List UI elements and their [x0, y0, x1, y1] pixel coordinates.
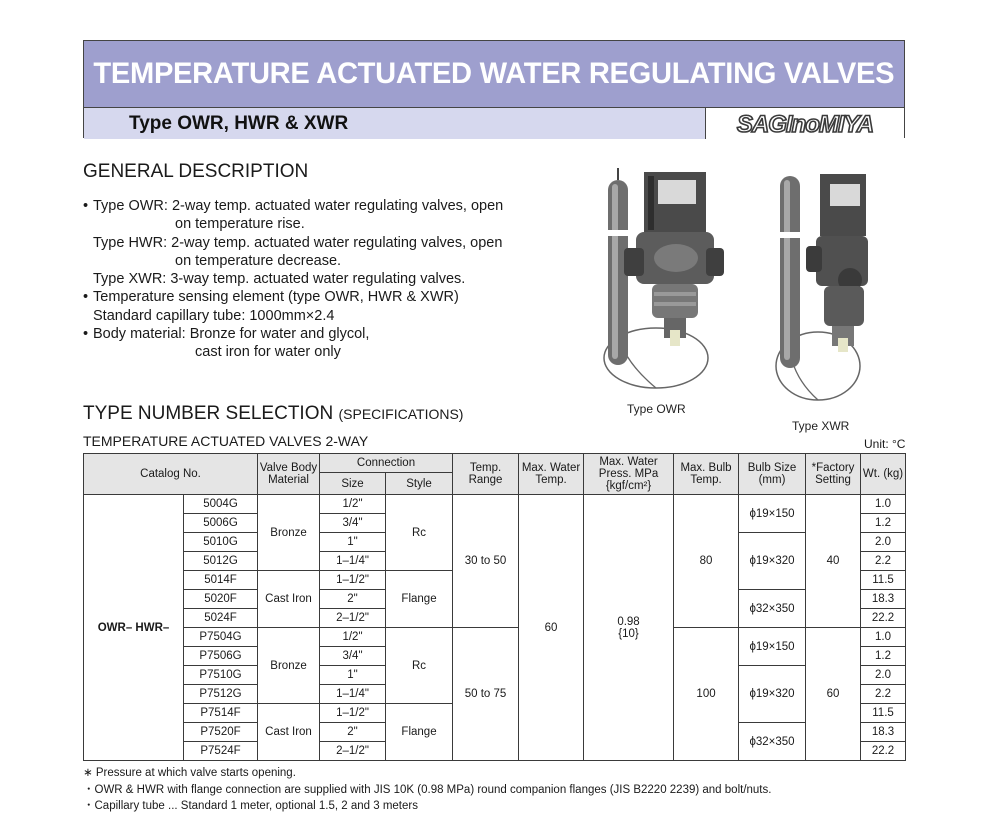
- catalog-no: P7520F: [184, 723, 258, 742]
- bulb-size: ϕ19×320: [739, 666, 806, 723]
- material-cast-iron: Cast Iron: [258, 571, 320, 628]
- temp-range: 30 to 50: [453, 495, 519, 628]
- footnote: ・OWR & HWR with flange connection are supplied with JIS 10K (0.98 MPa) round companion flanges (JIS B2220 2239) and bolt/nuts.: [83, 783, 772, 796]
- header-size: Size: [320, 473, 386, 495]
- desc-line: Standard capillary tube: 1000mm×2.4: [93, 307, 335, 324]
- weight: 2.0: [861, 666, 906, 685]
- temp-range: 50 to 75: [453, 628, 519, 761]
- material-cast-iron: Cast Iron: [258, 704, 320, 761]
- catalog-no: P7512G: [184, 685, 258, 704]
- general-heading: GENERAL DESCRIPTION: [83, 161, 309, 182]
- size-cell: 2": [320, 590, 386, 609]
- weight: 18.3: [861, 723, 906, 742]
- header-max-water-temp: Max. Water Temp.: [519, 454, 584, 495]
- desc-line: on temperature decrease.: [175, 252, 342, 269]
- brand-logo: [705, 108, 904, 139]
- catalog-no: P7504G: [184, 628, 258, 647]
- catalog-no: 5014F: [184, 571, 258, 590]
- header-bulb-size: Bulb Size (mm): [739, 454, 806, 495]
- press-kgf: {10}: [618, 627, 639, 640]
- catalog-no: P7510G: [184, 666, 258, 685]
- style-flange: Flange: [386, 571, 453, 628]
- material-bronze: Bronze: [258, 495, 320, 571]
- owr-valve-photo: [596, 160, 726, 410]
- weight: 1.0: [861, 628, 906, 647]
- spec-table: [83, 453, 906, 761]
- catalog-no: P7524F: [184, 742, 258, 761]
- factory-setting: 60: [806, 628, 861, 761]
- size-cell: 2": [320, 723, 386, 742]
- weight: 22.2: [861, 742, 906, 761]
- desc-line: [83, 325, 553, 343]
- footnote: ∗ Pressure at which valve starts opening.: [83, 767, 296, 779]
- size-cell: 1–1/4": [320, 685, 386, 704]
- header-valve-body: Valve Body Material: [258, 454, 320, 495]
- selection-heading: [83, 403, 463, 425]
- max-water-temp: 60: [519, 495, 584, 761]
- weight: 11.5: [861, 571, 906, 590]
- catalog-no: P7506G: [184, 647, 258, 666]
- bullet: •: [83, 289, 89, 306]
- selection-heading-text: TYPE NUMBER SELECTION: [83, 403, 334, 424]
- unit-label: Unit: °C: [864, 437, 906, 451]
- xwr-caption: Type XWR: [792, 419, 850, 433]
- max-bulb-temp: 100: [674, 628, 739, 761]
- saginomiya-logo-icon: [713, 111, 897, 137]
- catalog-no: 5004G: [184, 495, 258, 514]
- catalog-no: 5020F: [184, 590, 258, 609]
- header-weight: Wt. (kg): [861, 454, 906, 495]
- xwr-valve-photo: [770, 168, 870, 418]
- desc-line: cast iron for water only: [195, 344, 341, 361]
- style-rc: Rc: [386, 495, 453, 571]
- desc-text: Type OWR: 2-way temp. actuated water regulating valves, open: [93, 198, 504, 214]
- bulb-size: ϕ19×320: [739, 533, 806, 590]
- size-cell: 2–1/2": [320, 609, 386, 628]
- header-max-bulb-temp: Max. Bulb Temp.: [674, 454, 739, 495]
- factory-header-text: Factory Setting: [815, 462, 855, 486]
- bulb-size: ϕ19×150: [739, 628, 806, 666]
- weight: 1.2: [861, 647, 906, 666]
- style-flange: Flange: [386, 704, 453, 761]
- general-description: [83, 197, 553, 362]
- bulb-size: ϕ19×150: [739, 495, 806, 533]
- size-cell: 1–1/4": [320, 552, 386, 571]
- bullet: •: [83, 326, 89, 343]
- header-factory-setting: [806, 454, 861, 495]
- material-bronze: Bronze: [258, 628, 320, 704]
- header-catalog: Catalog No.: [84, 454, 258, 495]
- size-cell: 1–1/2": [320, 704, 386, 723]
- footnotes: [83, 765, 771, 815]
- desc-line: [83, 288, 553, 306]
- header-max-water-press: Max. Water Press. MPa {kgf/cm²}: [584, 454, 674, 495]
- footnote: ・Capillary tube ... Standard 1 meter, optional 1.5, 2 and 3 meters: [83, 800, 418, 812]
- bulb-size: ϕ32×350: [739, 590, 806, 628]
- desc-line: [83, 197, 553, 215]
- header-connection: Connection: [320, 454, 453, 473]
- desc-text: Temperature sensing element (type OWR, HWR & XWR): [93, 289, 459, 306]
- table-row: [84, 495, 906, 514]
- type-label: Type OWR, HWR & XWR: [129, 113, 349, 134]
- page-title: TEMPERATURE ACTUATED WATER REGULATING VALVES: [93, 57, 895, 90]
- factory-setting: 40: [806, 495, 861, 628]
- table-title: TEMPERATURE ACTUATED VALVES 2-WAY: [83, 433, 369, 449]
- max-water-press: [584, 495, 674, 761]
- weight: 1.0: [861, 495, 906, 514]
- catalog-no: 5006G: [184, 514, 258, 533]
- desc-text: Body material: Bronze for water and glycol,: [93, 326, 370, 343]
- header-banner: [83, 40, 905, 138]
- catalog-no: P7514F: [184, 704, 258, 723]
- size-cell: 1/2": [320, 495, 386, 514]
- weight: 11.5: [861, 704, 906, 723]
- desc-line: on temperature rise.: [175, 216, 305, 233]
- max-bulb-temp: 80: [674, 495, 739, 628]
- press-value: 0.98: [617, 615, 640, 628]
- size-cell: 1": [320, 666, 386, 685]
- desc-line: Type HWR: 2-way temp. actuated water regulating valves, open: [93, 234, 503, 251]
- size-cell: 2–1/2": [320, 742, 386, 761]
- header-temp-range: Temp. Range: [453, 454, 519, 495]
- weight: 2.0: [861, 533, 906, 552]
- style-rc: Rc: [386, 628, 453, 704]
- owr-caption: Type OWR: [627, 402, 686, 416]
- selection-heading-small: (SPECIFICATIONS): [338, 406, 464, 422]
- catalog-no: 5010G: [184, 533, 258, 552]
- table-row: [84, 628, 906, 647]
- bullet: •: [83, 198, 89, 214]
- weight: 18.3: [861, 590, 906, 609]
- size-cell: 1/2": [320, 628, 386, 647]
- size-cell: 3/4": [320, 514, 386, 533]
- header-style: Style: [386, 473, 453, 495]
- type-band: [84, 107, 904, 139]
- brand-text: SAGInoMIYA: [736, 110, 874, 137]
- desc-line: Type XWR: 3-way temp. actuated water regulating valves.: [93, 271, 466, 288]
- catalog-prefix: OWR– HWR–: [84, 495, 184, 761]
- weight: 2.2: [861, 685, 906, 704]
- size-cell: 3/4": [320, 647, 386, 666]
- catalog-no: 5024F: [184, 609, 258, 628]
- size-cell: 1": [320, 533, 386, 552]
- weight: 22.2: [861, 609, 906, 628]
- size-cell: 1–1/2": [320, 571, 386, 590]
- catalog-no: 5012G: [184, 552, 258, 571]
- factory-mark: *: [811, 462, 817, 474]
- title-band: [84, 41, 904, 107]
- weight: 2.2: [861, 552, 906, 571]
- weight: 1.2: [861, 514, 906, 533]
- bulb-size: ϕ32×350: [739, 723, 806, 761]
